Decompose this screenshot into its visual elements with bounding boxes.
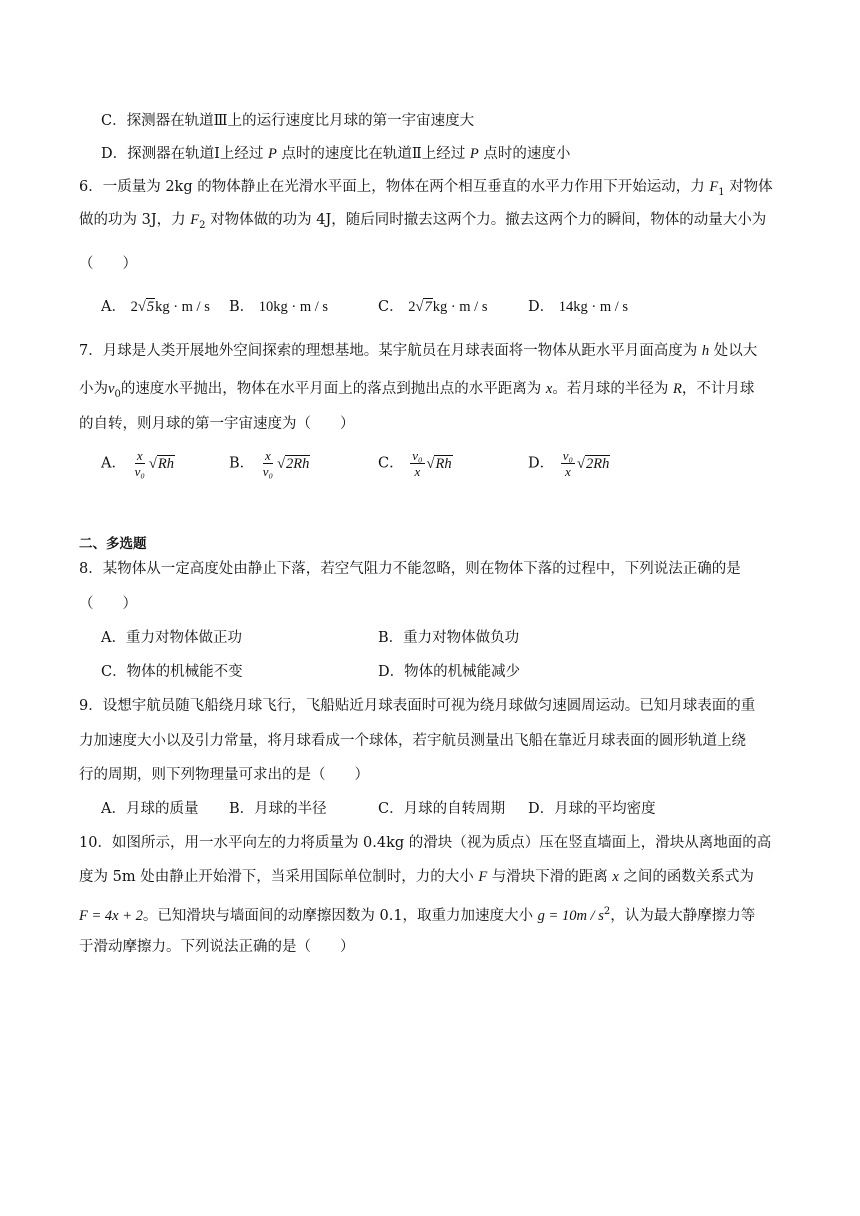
force-formula: F = 4x + 2 [79, 907, 143, 924]
q8-option-d: D．物体的机械能减少 [378, 664, 521, 680]
q9-stem-line1: 9．设想宇航员随飞船绕月球飞行，飞船贴近月球表面时可视为绕月球做匀速圆周运动。已知月球表面的重 [79, 698, 756, 714]
q7-stem-line2 [79, 379, 754, 405]
force-f2-sub: 2 [199, 219, 206, 231]
q8-option-c: C．物体的机械能不变 [101, 664, 243, 680]
q10-text: ，认为最大静摩擦力等 [610, 907, 756, 924]
q7-stem-line3: 的自转，则月球的第一宇宙速度为（ ） [79, 416, 355, 432]
var-x: x [545, 381, 553, 397]
q6-text: 对物体做的功为 4J，随后同时撤去这两个力。撤去这两个力的瞬间，物体的动量大小为 [210, 212, 767, 228]
q6-text: 做的功为 3J，力 [79, 212, 186, 228]
q9-option-b: B．月球的半径 [229, 801, 327, 817]
q9-stem-line3: 行的周期，则下列物理量可求出的是（ ） [79, 767, 369, 783]
numerator: x [136, 448, 143, 463]
var-f: F [478, 869, 488, 885]
q7-stem-line1 [79, 341, 757, 361]
option-label: B． [229, 455, 255, 472]
var-v0: v [108, 381, 115, 397]
q6-option-c [378, 297, 487, 317]
q5-option-d [101, 144, 570, 164]
q6-text: 6．一质量为 2kg 的物体静止在光滑水平面上，物体在两个相互垂直的水平力作用下开始运动，力 [79, 179, 705, 195]
sqrt-expression: √Rh [426, 455, 452, 472]
option-label: A． [101, 455, 126, 472]
denominator: x [565, 464, 571, 479]
radicand: Rh [157, 455, 174, 472]
q10-text: 与滑块下滑的距离 [491, 869, 608, 885]
fraction [410, 448, 424, 479]
sqrt-expression: √Rh [148, 455, 174, 472]
radicand: 2Rh [286, 455, 310, 472]
q9-stem-line2: 力加速度大小以及引力常量，将月球看成一个球体，若宇航员测量出飞船在靠近月球表面的圆形轨道上绕 [79, 733, 746, 749]
q6-option-d [528, 297, 628, 317]
q10-stem-line2 [79, 867, 754, 887]
q6-stem-line2 [79, 210, 766, 236]
numerator: x [265, 448, 271, 463]
coefficient: 2 [408, 299, 416, 315]
option-value: 10kg · m / s [258, 299, 329, 315]
q7-text: 小为 [79, 381, 108, 397]
q10-text: 之间的函数关系式为 [623, 869, 754, 885]
gravity-value: g = 10m / s [537, 907, 604, 924]
q8-answer-bracket: （ ） [79, 596, 137, 612]
var-r: R [672, 381, 682, 397]
q6-answer-bracket: （ ） [79, 256, 137, 272]
numerator: v₀ [562, 448, 574, 463]
force-f2: F [190, 212, 200, 228]
q10-stem-line1: 10．如图所示，用一水平向左的力将质量为 0.4kg 的滑块（视为质点）压在竖直墙面上，滑块从离地面的高 [79, 835, 772, 851]
q7-option-b [229, 448, 310, 479]
q7-text: 。若月球的半径为 [552, 381, 669, 397]
numerator: v₀ [412, 448, 423, 463]
sqrt-expression: √7 [415, 299, 432, 315]
fraction [261, 448, 275, 479]
radicand: Rh [435, 455, 452, 472]
q9-option-c: C．月球的自转周期 [378, 801, 506, 817]
q9-option-a: A．月球的质量 [101, 801, 199, 817]
option-label: C． [378, 299, 404, 315]
q5-option-d-text: 点时的速度比在轨道Ⅱ上经过 [281, 146, 466, 162]
coefficient: 2 [130, 299, 138, 315]
q8-stem-line1: 8．某物体从一定高度处由静止下落，若空气阻力不能忽略，则在物体下落的过程中，下列说法正确的是 [79, 561, 741, 577]
unit: kg · m / s [155, 299, 210, 315]
radicand: 5 [146, 299, 155, 315]
point-p: P [469, 146, 479, 162]
q10-text: 度为 5m 处由静止开始滑下，当采用国际单位制时，力的大小 [79, 869, 474, 885]
q5-option-d-text: D．探测器在轨道Ⅰ上经过 [101, 146, 264, 162]
sqrt-expression: √2Rh [577, 455, 610, 472]
denominator: x [414, 464, 421, 479]
q6-option-b [229, 297, 328, 317]
q6-text: 对物体 [729, 179, 773, 195]
sqrt-expression: √5 [137, 299, 155, 315]
q7-text: ，不计月球 [681, 381, 755, 397]
force-f1: F [709, 179, 719, 195]
q10-text: 。已知滑块与墙面间的动摩擦因数为 0.1，取重力加速度大小 [142, 907, 534, 924]
gravity-exponent: 2 [603, 906, 611, 917]
unit: kg · m / s [432, 299, 488, 315]
q8-option-b: B．重力对物体做负功 [378, 630, 520, 646]
q8-option-a: A．重力对物体做正功 [101, 630, 242, 646]
section-heading-multiple-choice: 二、多选题 [79, 536, 147, 552]
q6-option-a [101, 297, 210, 317]
var-h: h [701, 343, 710, 359]
var-x: x [612, 869, 619, 885]
option-value: 14kg · m / s [558, 299, 629, 315]
q9-option-d: D．月球的平均密度 [528, 801, 656, 817]
q10-stem-line3 [79, 902, 755, 926]
q7-text: 处以大 [713, 343, 758, 359]
option-label: C． [378, 455, 404, 472]
q7-option-a [101, 448, 175, 479]
point-p: P [267, 146, 277, 162]
q5-option-c: C．探测器在轨道Ⅲ上的运行速度比月球的第一宇宙速度大 [101, 113, 475, 129]
fraction [561, 448, 575, 479]
denominator: v₀ [134, 464, 145, 479]
radicand: 2Rh [586, 455, 610, 472]
q7-text: 的速度水平抛出，物体在水平月面上的落点到抛出点的水平距离为 [120, 381, 542, 397]
option-label: D． [528, 455, 555, 472]
q5-option-d-text: 点时的速度小 [483, 146, 571, 162]
radicand: 7 [424, 299, 432, 315]
q10-stem-line4: 于滑动摩擦力。下列说法正确的是（ ） [79, 939, 355, 955]
var-v0-sub: 0 [114, 388, 121, 400]
denominator: v₀ [262, 464, 274, 479]
sqrt-expression: √2Rh [277, 455, 310, 472]
fraction [133, 448, 147, 479]
force-f1-sub: 1 [718, 186, 725, 198]
option-label: A． [101, 299, 126, 315]
q7-option-c [378, 448, 453, 479]
q6-stem-line1 [79, 177, 773, 203]
q7-option-d [528, 448, 610, 479]
option-label: B． [229, 299, 255, 315]
q7-text: 7．月球是人类开展地外空间探索的理想基地。某宇航员在月球表面将一物体从距水平月面高度为 [79, 343, 698, 359]
option-label: D． [528, 299, 555, 315]
